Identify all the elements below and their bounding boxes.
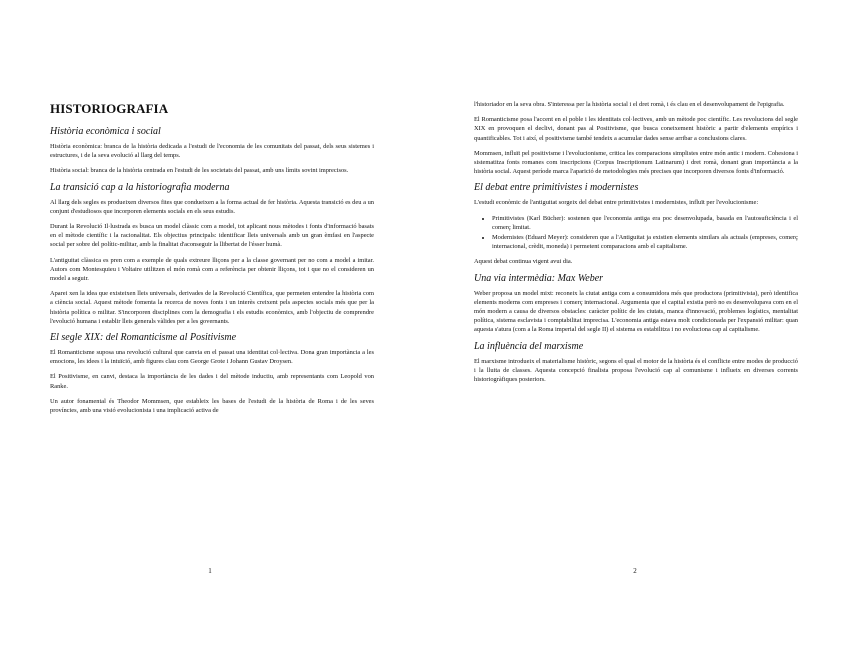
paragraph: Weber proposa un model mixt: reconeix la ciutat antiga com a consumidora més que productora (primitivista), però identifica elements moderns com empreses i comerç internacional. Argumenta que el capital existia però no es desenvolupava com en el món modern a causa de diversos obstacles: caràcter polític de les ciutats, manca d'innovació, problemes logístics, mentalitat política, sistema esclavista i comptabilitat imprecisa. L'economia antiga estava molt condicionada per l'expansió militar: quan aquesta s'atura (com a la Roma imperial del segle II) el sistema es estabilitza i no evoluciona cap al capitalisme. <box>474 289 798 334</box>
heading-transicio-historiografia: La transició cap a la historiografia moderna <box>50 181 230 193</box>
page-1-content <box>50 101 374 421</box>
paragraph: El Romanticisme posa l'accent en el poble i les identitats col·lectives, amb un mètode poc científic. Les revolucions del segle XIX en provoquen el declivi, donant pas al Positivisme, que busca coneixement històric a partir d'elements empírics i quantificables. Tot i així, el positivisme també tendeix a acumular dades sense arribar a conclusions clares. <box>474 116 798 142</box>
paragraph: Història social: branca de la història centrada en l'estudi de les societats del passat, amb uns límits sovint imprecisos. <box>50 167 349 175</box>
page-number: 2 <box>633 567 637 575</box>
heading-debat-primitivistes-modernistes: El debat entre primitivistes i modernistes <box>474 182 639 194</box>
document-title: HISTORIOGRAFIA <box>50 101 169 116</box>
heading-max-weber: Una via intermèdia: Max Weber <box>474 272 604 284</box>
paragraph: Al llarg dels segles es produeixen diversos fites que condueixen a la forma actual de fer història. Aquesta transició es deu a un conjunt d'estudiosos que incorporen elements socials en els seus estudis. <box>50 198 374 215</box>
paragraph: El Romanticisme suposa una revolució cultural que canvia en el passat una identitat col·lectiva. Dona gran importància a les emocions, les idees i la intuïció, amb figures clau com George Grote i Johann Gustav Droysen. <box>50 349 374 366</box>
heading-segle-xix: El segle XIX: del Romanticisme al Positivisme <box>50 332 237 344</box>
page-number: 1 <box>208 567 212 575</box>
paragraph: Aparei xen la idea que existeixen lleis universals, derivades de la Revolució Científica, que permeten entendre la història com a ciència social. Aquest mètode fomenta la recerca de noves fonts i un interès creixent pels aspectes socials més que per la història política o militar. S'incorporen disciplines com la demografia i els estudis econòmics, amb l'objectiu de comprendre l'evolució humana i establir lleis generals vàlides per a les governants. <box>50 290 374 325</box>
paragraph: L'estudi econòmic de l'antiguitat sorgeix del debat entre primitivistes i modernistes, influït per l'evolucionisme: <box>474 199 759 207</box>
paragraph: L'antiguitat clàssica es pren com a exemple de quals extreure lliçons per a la classe governant per no com a model a imitar. Autors com Montesquieu i Voltaire utilitzen el món romà com a referència per obtenir lliçons, tot i que no el consideren un model a seguir. <box>50 256 374 283</box>
paragraph: Mommsen, influït pel positivisme i l'evolucionisme, critica les comparacions simplistes entre món antic i modern. Cohesiona i sistematitza fonts romanes com inscripcions (Corpus Inscriptionum Latinarum) i dret romà, donant gran importància a la història social. Aquest període marca l'aparició de metodologies més precises que incorporen diversos fonts d'informació. <box>474 149 798 176</box>
paragraph: Un autor fonamental és Theodor Mommsen, que estableix les bases de l'estudi de la història de Roma i de les seves províncies, amb una visió evolucionista i una implicació activa de <box>50 397 374 415</box>
paragraph: El Positivisme, en canvi, destaca la importància de les dades i del mètode inductiu, amb representants com Leopold von Ranke. <box>50 373 374 390</box>
list-item: • Modernistes (Eduard Meyer): consideren que a l'Antiguitat ja existien elements similars als actuals (empreses, comerç internacional, crèdit, moneda) i permetent comparacions amb el capitalisme. <box>492 233 798 251</box>
paragraph: Història econòmica: branca de la història dedicada a l'estudi de l'economia de les comunitats del passat, dels seus sistemes i estructures, i de la seva evolució al llarg del temps. <box>50 143 374 160</box>
paragraph: Aquest debat continua vigent avui dia. <box>474 258 573 266</box>
paragraph: El marxisme introdueix el materialisme històric, segons el qual el motor de la història és el conflicte entre modes de producció i la lluita de classes. Aquesta concepció finalista proposa l'evolució cap al comunisme i influeix en diverses corrents historiogràfiques posteriors. <box>474 357 798 384</box>
heading-marxisme: La influència del marxisme <box>474 340 584 352</box>
page-2-content <box>474 100 798 390</box>
paragraph: Durant la Revolució Il·lustrada es busca un model clàssic com a model, tot aplicant nous mètodes i fonts d'informació basats en el mètode científic i la racionalitat. Els objectius principals: identificar lleis universals amb un gran èmfasi en l'aspecte social per sobre del polític-militar, amb la finalitat d'aconseguir la llibertat de l'ésser humà. <box>50 223 374 249</box>
list-item: • Primitivistes (Karl Bücher): sostenen que l'economia antiga era poc desenvolupada, basada en l'autosuficiència i el comerç limitat. <box>492 214 798 232</box>
paragraph: l'historiador en la seva obra. S'interessa per la història social i el dret romà, i és clau en el desenvolupament de l'epigrafia. <box>474 101 785 108</box>
heading-historia-economica-social: Història econòmica i social <box>50 126 161 137</box>
bullet-list <box>474 214 798 252</box>
page-2 <box>424 0 848 655</box>
